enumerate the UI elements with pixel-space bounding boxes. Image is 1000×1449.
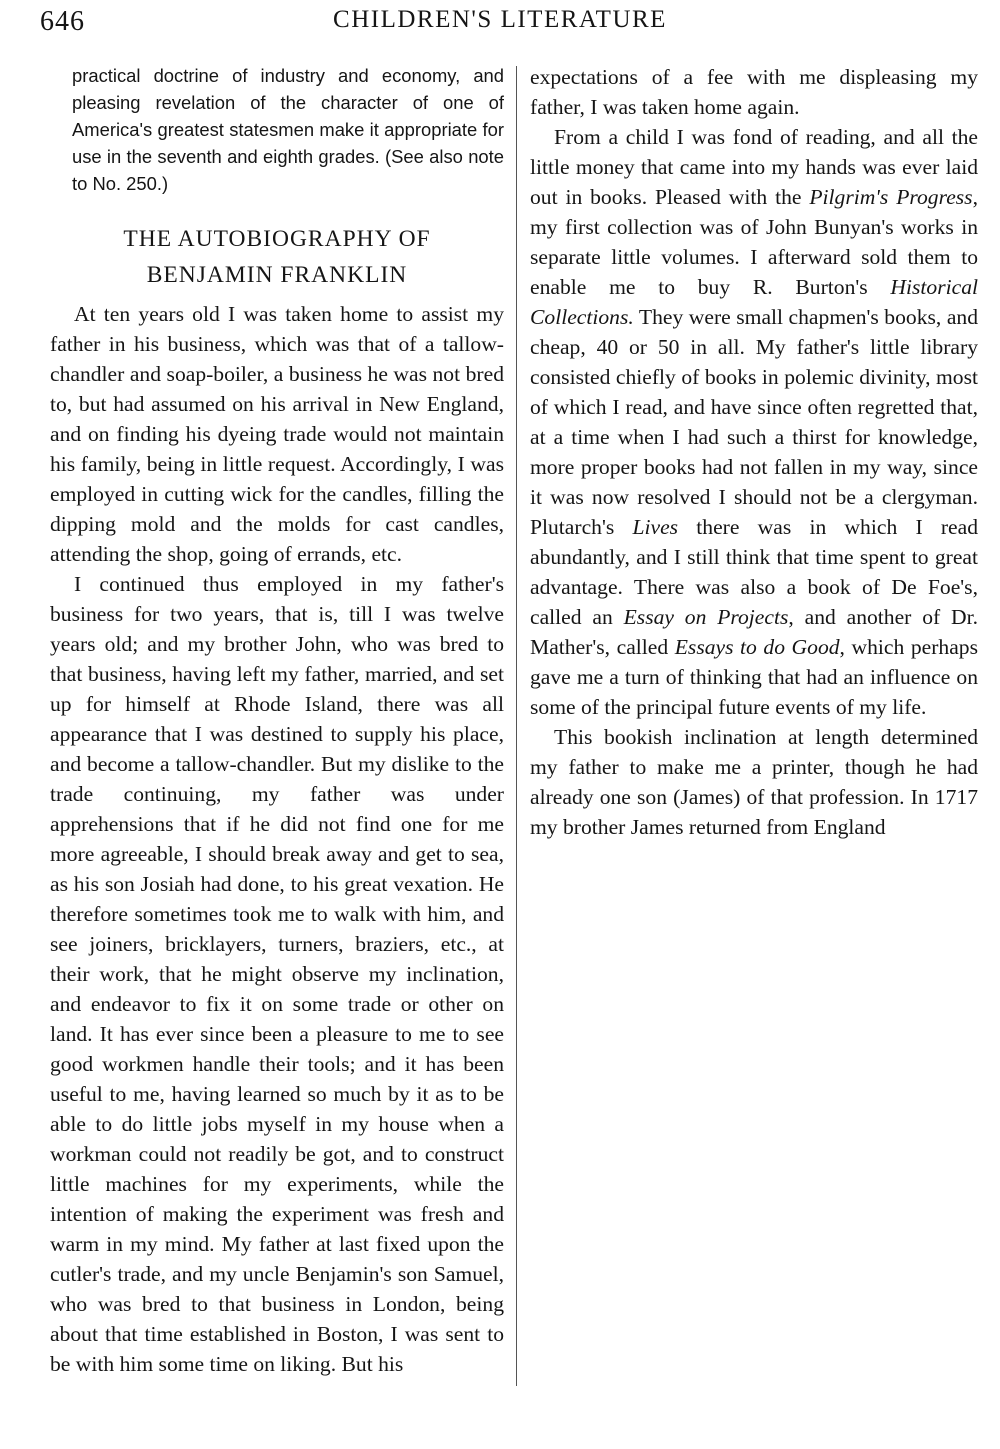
paragraph-3-text-d: there was in which I read abundantly, and I still think that time spent to great advantage. There was also a book of De Foe's, called an xyxy=(530,515,979,629)
paragraph-2: I continued thus employed in my father's business for two years, that is, till I was twelve years old; and my brother John, who was bred to that business, having left my father, married, and set up for himself at Rhode Island, there was all appearance that I was destined to supply his place, and become a tallow-chandler. But my dislike to the trade continuing, my father was under apprehensions that if he did not find one for me more agreeable, I should break away and get to sea, as his son Josiah had done, to his great vexation. He therefore sometimes took me to walk with him, and see joiners, bricklayers, turners, braziers, etc., at their work, that he might observe my inclination, and endeavor to fix it on some trade or other on land. It has ever since been a pleasure to me to see good workmen handle their tools; and it has been useful to me, having learned so much by it as to be able to do little jobs myself in my house when a workman could not readily be got, and to construct little machines for my experiments, while the intention of making the experiment was fresh and warm in my mind. My father at last fixed upon the cutler's trade, and my uncle Benjamin's son Samuel, who was bred to that business in London, being about that time established in Boston, I was sent to be with him some time on liking. But his xyxy=(50,572,504,1376)
book-title-historical-collections: Historical Collections. xyxy=(530,275,978,329)
page-header xyxy=(0,0,1000,48)
book-title-lives: Lives xyxy=(632,515,679,539)
left-column xyxy=(50,62,504,1379)
editor-note: practical doctrine of industry and economy, and pleasing revelation of the character of one of America's greatest statesmen make it appropriate for use in the seventh and eighth grades. (See also note to No. 250.) xyxy=(72,65,504,194)
book-title-essays-to-do-good: Essays to do Good xyxy=(674,635,840,659)
paragraph-2-continued: expectations of a fee with me displeasing my father, I was taken home again. xyxy=(530,65,978,119)
paragraph-3-text-f: , which perhaps gave me a turn of thinking that had an influence on some of the principal future events of my life. xyxy=(530,635,978,719)
section-title xyxy=(50,221,504,293)
book-title-pilgrims-progress: Pilgrim's Progress xyxy=(809,185,973,209)
paragraph-4: This bookish inclination at length determined my father to make me a printer, though he had already one son (James) of that profession. In 1717 my brother James returned from England xyxy=(530,725,978,839)
paragraph-3-text-c: They were small chapmen's books, and cheap, 40 or 50 in all. My father's little library consisted chiefly of books in polemic divinity, most of which I read, and have since often regretted that, at a time when I had such a thirst for knowledge, more proper books had not fallen in my way, since it was now resolved I should not be a clergyman. Plutarch's xyxy=(530,305,978,539)
section-title-line-2: BENJAMIN FRANKLIN xyxy=(146,262,408,288)
right-column xyxy=(530,62,978,842)
paragraph-3-text-e: , and another of Dr. Mather's, called xyxy=(530,605,979,659)
column-rule xyxy=(516,66,517,1386)
paragraph-3-text-a: From a child I was fond of reading, and all the little money that came into my hands was ever laid out in books. Pleased with the xyxy=(530,125,978,209)
paragraph-3-text-b: , my first collection was of John Bunyan's works in separate little volumes. I afterward sold them to enable me to buy R. Burton's xyxy=(530,185,978,299)
page-number: 646 xyxy=(40,6,85,37)
section-title-line-1: THE AUTOBIOGRAPHY OF xyxy=(123,226,431,252)
paragraph-1: At ten years old I was taken home to assist my father in his business, which was that of a tallow-chandler and soap-boiler, a business he was not bred to, but had assumed on his arrival in New England, and on finding his dyeing trade would not maintain his family, being in little request. Accordingly, I was employed in cutting wick for the candles, filling the dipping mold and the molds for cast candles, attending the shop, going of errands, etc. xyxy=(50,302,504,566)
paragraph-3 xyxy=(530,122,978,722)
running-head: CHILDREN'S LITERATURE xyxy=(333,6,667,33)
book-title-essay-on-projects: Essay on Projects xyxy=(623,605,789,629)
